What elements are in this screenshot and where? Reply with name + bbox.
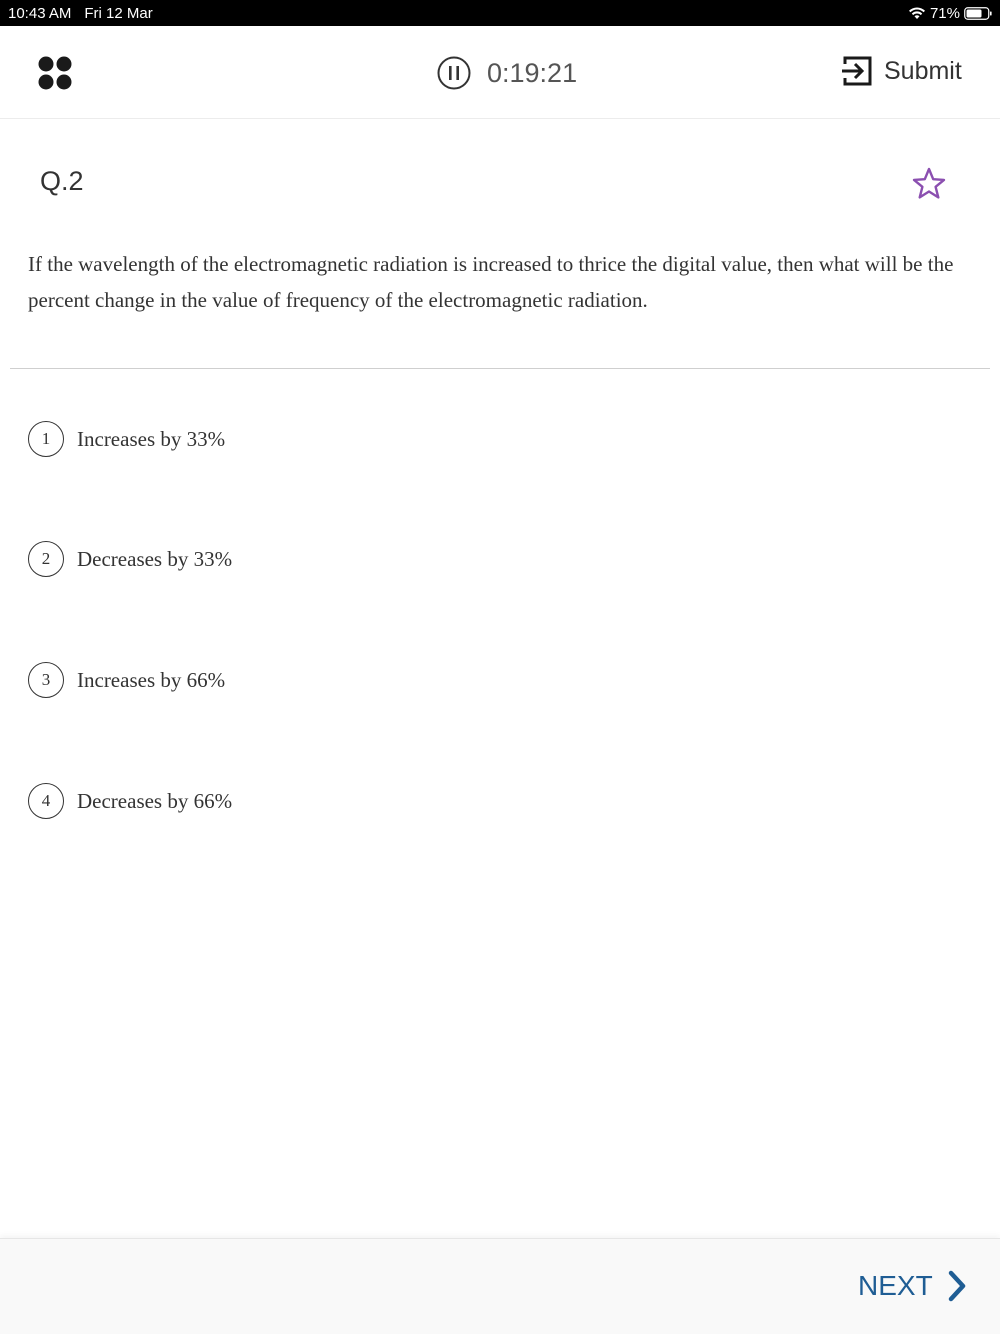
next-button[interactable]	[858, 1269, 967, 1303]
option-2[interactable]	[28, 541, 232, 577]
timer	[437, 56, 577, 90]
chevron-right-icon	[947, 1269, 967, 1303]
question-text: If the wavelength of the electromagnetic radiation is increased to thrice the digital value, then what will be the percent change in the value of frequency of the electromagnetic radiation.	[28, 252, 954, 312]
exit-icon	[840, 54, 874, 88]
option-index: 4	[28, 783, 64, 819]
option-1[interactable]	[28, 421, 225, 457]
grid-icon[interactable]	[36, 54, 74, 92]
submit-label: Submit	[884, 56, 962, 85]
wifi-icon	[908, 6, 926, 20]
footer-bar	[0, 1238, 1000, 1334]
status-date: Fri 12 Mar	[84, 4, 153, 22]
status-indicators	[908, 5, 992, 22]
status-bar	[0, 0, 1000, 26]
star-icon[interactable]	[910, 165, 948, 203]
option-4[interactable]	[28, 783, 232, 819]
status-time: 10:43 AM	[8, 4, 72, 22]
submit-button[interactable]	[840, 54, 962, 88]
divider	[10, 368, 990, 369]
option-3[interactable]	[28, 662, 225, 698]
battery-icon	[964, 7, 992, 20]
option-text: Decreases by 33%	[77, 546, 233, 571]
option-index: 1	[28, 421, 64, 457]
option-text: Decreases by 66%	[77, 788, 233, 813]
option-index: 3	[28, 662, 64, 698]
quiz-header	[0, 26, 1000, 119]
pause-icon[interactable]	[437, 56, 471, 90]
next-label: NEXT	[858, 1270, 933, 1301]
question-number: Q.2	[40, 166, 84, 196]
option-index: 2	[28, 541, 64, 577]
battery-percent: 71%	[929, 4, 960, 22]
option-text: Increases by 33%	[77, 426, 226, 451]
timer-value: 0:19:21	[487, 57, 578, 88]
option-text: Increases by 66%	[77, 667, 226, 692]
